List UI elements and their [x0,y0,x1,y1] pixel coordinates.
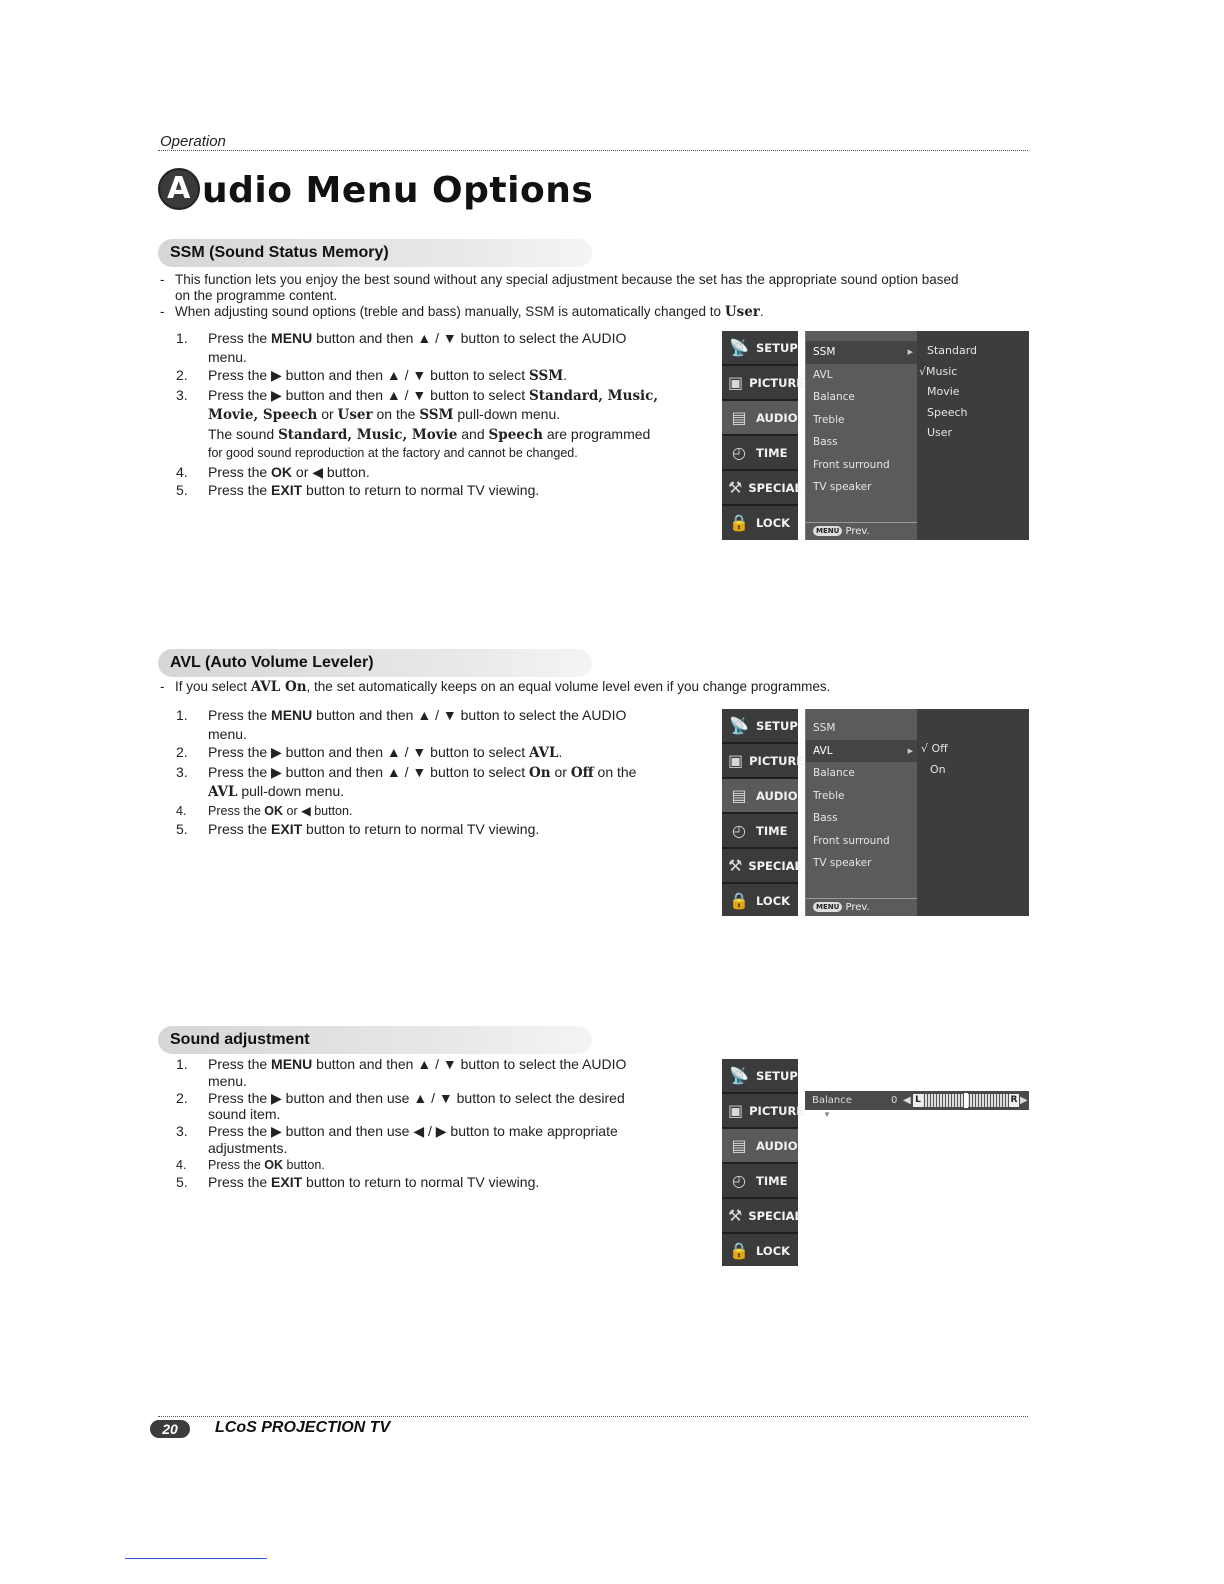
osd2-side-time[interactable]: ◴ TIME [722,814,798,849]
balance-thumb[interactable] [964,1093,968,1108]
osd1-ssm-options [917,331,1029,540]
ssm-bullet-1: - This function lets you enjoy the best sound without any special adjustment because the set has the appropriate sound option based on the programme content. [160,272,959,303]
sound-step-5: 5. Press the EXIT button to return to normal TV viewing. [176,1173,540,1190]
ssm-step-5: 5. Press the EXIT button to return to normal TV viewing. [176,482,540,498]
ssm-step-4: 4. Press the OK or ◀ button. [176,463,370,480]
osd3-sidebar [722,1059,805,1266]
osd2-item-balance[interactable]: Balance [813,767,855,779]
avl-steps [176,706,666,839]
down-arrow-icon: ▼ [823,1110,831,1119]
avl-heading: AVL (Auto Volume Leveler) [158,649,592,677]
osd3-side-lock[interactable]: 🔒 LOCK [729,1241,791,1260]
ssm-option-movie[interactable]: Movie [927,385,960,398]
picture-icon: ▣ [728,751,744,770]
osd2-side-lock[interactable]: 🔒 LOCK [729,891,791,910]
osd2-list [805,709,917,916]
osd1-prev[interactable]: MENU Prev. [806,522,917,540]
left-arrow-icon[interactable]: ◀ [903,1095,911,1106]
wrench-icon: ⚒ [728,1206,743,1225]
picture-icon: ▣ [728,1101,744,1120]
osd1-item-balance[interactable]: Balance [813,391,855,403]
sound-step-2: 2. Press the ▶ button and then use ▲ / ▼ button to select the desired sound item. [176,1089,625,1123]
osd1-item-treble[interactable]: Treble [813,413,845,426]
ssm-step-2: 2. Press the ▶ button and then ▲ / ▼ button to select SSM. [176,367,568,384]
ssm-option-speech[interactable]: Speech [927,405,968,419]
avl-step-4: 4. Press the OK or ◀ button. [176,803,353,818]
osd1-item-bass[interactable]: Bass [813,436,838,448]
page-number: 20 [150,1420,190,1438]
sound-heading: Sound adjustment [158,1026,592,1054]
right-arrow-icon[interactable]: ▶ [1020,1095,1028,1106]
osd3-side-picture[interactable]: ▣ PICTURE [722,1094,798,1129]
sound-step-3: 3. Press the ▶ button and then use ◀ / ▶ button to make appropriate adjustments. [176,1123,618,1156]
avl-step-2: 2. Press the ▶ button and then ▲ / ▼ button to select AVL. [176,744,563,761]
satellite-icon: 📡 [729,338,749,357]
osd2-item-treble[interactable]: Treble [813,789,845,802]
wrench-icon: ⚒ [728,478,743,497]
ssm-steps [176,329,666,500]
lock-icon: 🔒 [729,891,749,910]
avl-step-5: 5. Press the EXIT button to return to normal TV viewing. [176,821,540,837]
header-divider [158,150,1028,151]
lock-icon: 🔒 [729,513,749,532]
osd2-sidebar [722,709,805,916]
osd3-side-audio[interactable]: ▤ AUDIO [722,1129,798,1164]
osd1-item-ssm[interactable]: SSM ▶ [806,341,917,364]
osd1-side-setup[interactable]: 📡 SETUP [722,331,798,366]
osd1-item-front-surround[interactable]: Front surround [813,458,890,471]
speaker-icon: ▤ [731,786,747,805]
page-title [158,168,593,211]
ssm-bullet-2: - When adjusting sound options (treble and bass) manually, SSM is automatically changed to User. [160,304,764,320]
balance-value: 0 [891,1095,898,1106]
speaker-icon: ▤ [731,408,747,427]
avl-option-off[interactable]: √ Off [921,742,948,755]
osd2-panel [805,709,1029,916]
osd2-item-ssm[interactable]: SSM [813,722,836,734]
osd2-side-special[interactable]: ⚒ SPECIAL [722,849,798,884]
osd2-item-front-surround[interactable]: Front surround [813,834,890,847]
satellite-icon: 📡 [729,716,749,735]
osd2-item-tv-speaker[interactable]: TV speaker [813,857,872,869]
avl-option-on[interactable]: On [930,762,946,776]
footer-divider [158,1416,1028,1417]
osd1-side-lock[interactable]: 🔒 LOCK [729,513,791,532]
avl-bullet: - If you select AVL On, the set automatically keeps on an equal volume level even if you change programmes. [160,679,831,695]
bar-right-label: R [1010,1095,1018,1105]
balance-track[interactable] [913,1094,1019,1107]
avl-step-1: 1. Press the MENU button and then ▲ / ▼ button to select the AUDIO menu. [176,707,627,742]
osd1-side-picture[interactable]: ▣ PICTURE [722,366,798,401]
title-initial-badge: A [158,168,200,210]
avl-step-3: 3. Press the ▶ button and then ▲ / ▼ button to select On or Off on the AVL pull-down menu. [176,763,637,800]
sound-steps [176,1056,666,1190]
clock-icon: ◴ [732,1171,746,1190]
clock-icon: ◴ [732,443,746,462]
ssm-option-standard[interactable]: Standard [927,344,978,357]
bar-left-label: L [913,1094,923,1107]
sound-step-4: 4. Press the OK button. [176,1157,325,1172]
osd1-item-tv-speaker[interactable]: TV speaker [813,481,872,493]
osd2-item-avl[interactable]: AVL ▶ [806,740,917,763]
satellite-icon: 📡 [729,1066,749,1085]
osd2-item-bass[interactable]: Bass [813,812,838,824]
ssm-step-3: 3. Press the ▶ button and then ▲ / ▼ button to select Standard, Music, Movie, Speech or User on the SSM pull-down menu. The sound Standard, Music, Movie and Speech are programmed for good sound reproduction at the factory and cannot be changed. [176,386,659,460]
balance-label: Balance [812,1095,852,1106]
osd2-side-audio[interactable]: ▤ AUDIO [722,779,798,814]
osd1-side-time[interactable]: ◴ TIME [722,436,798,471]
ssm-step-1: 1. Press the MENU button and then ▲ / ▼ button to select the AUDIO menu. [176,330,627,365]
osd3-side-setup[interactable]: 📡 SETUP [722,1059,798,1094]
clock-icon: ◴ [732,821,746,840]
osd2-avl-options [917,709,1029,916]
osd3-side-special[interactable]: ⚒ SPECIAL [722,1199,798,1234]
speaker-icon: ▤ [731,1136,747,1155]
osd1-list [805,331,917,540]
wrench-icon: ⚒ [728,856,743,875]
osd2-side-setup[interactable]: 📡 SETUP [722,709,798,744]
ssm-heading: SSM (Sound Status Memory) [158,239,592,267]
section-label: Operation [160,133,226,150]
osd2-prev[interactable]: MENU Prev. [806,898,917,916]
osd1-item-avl[interactable]: AVL [813,368,833,381]
osd2-side-picture[interactable]: ▣ PICTURE [722,744,798,779]
title-text: udio Menu Options [202,170,594,211]
sound-step-1: 1. Press the MENU button and then ▲ / ▼ button to select the AUDIO menu. [176,1056,627,1089]
check-icon: √ [921,742,929,755]
check-icon: √ [919,364,927,378]
link-underline [125,1558,267,1559]
osd3-side-time[interactable]: ◴ TIME [722,1164,798,1199]
balance-bar[interactable] [805,1091,1029,1110]
osd1-sidebar [722,331,805,540]
ssm-option-user[interactable]: User [927,426,953,439]
ssm-option-music[interactable]: √Music [919,364,958,378]
osd1-panel [805,331,1029,540]
footer-title: LCoS PROJECTION TV [215,1419,391,1436]
picture-icon: ▣ [728,373,744,392]
osd1-side-audio[interactable]: ▤ AUDIO [722,401,798,436]
osd1-side-special[interactable]: ⚒ SPECIAL [722,471,798,506]
lock-icon: 🔒 [729,1241,749,1260]
